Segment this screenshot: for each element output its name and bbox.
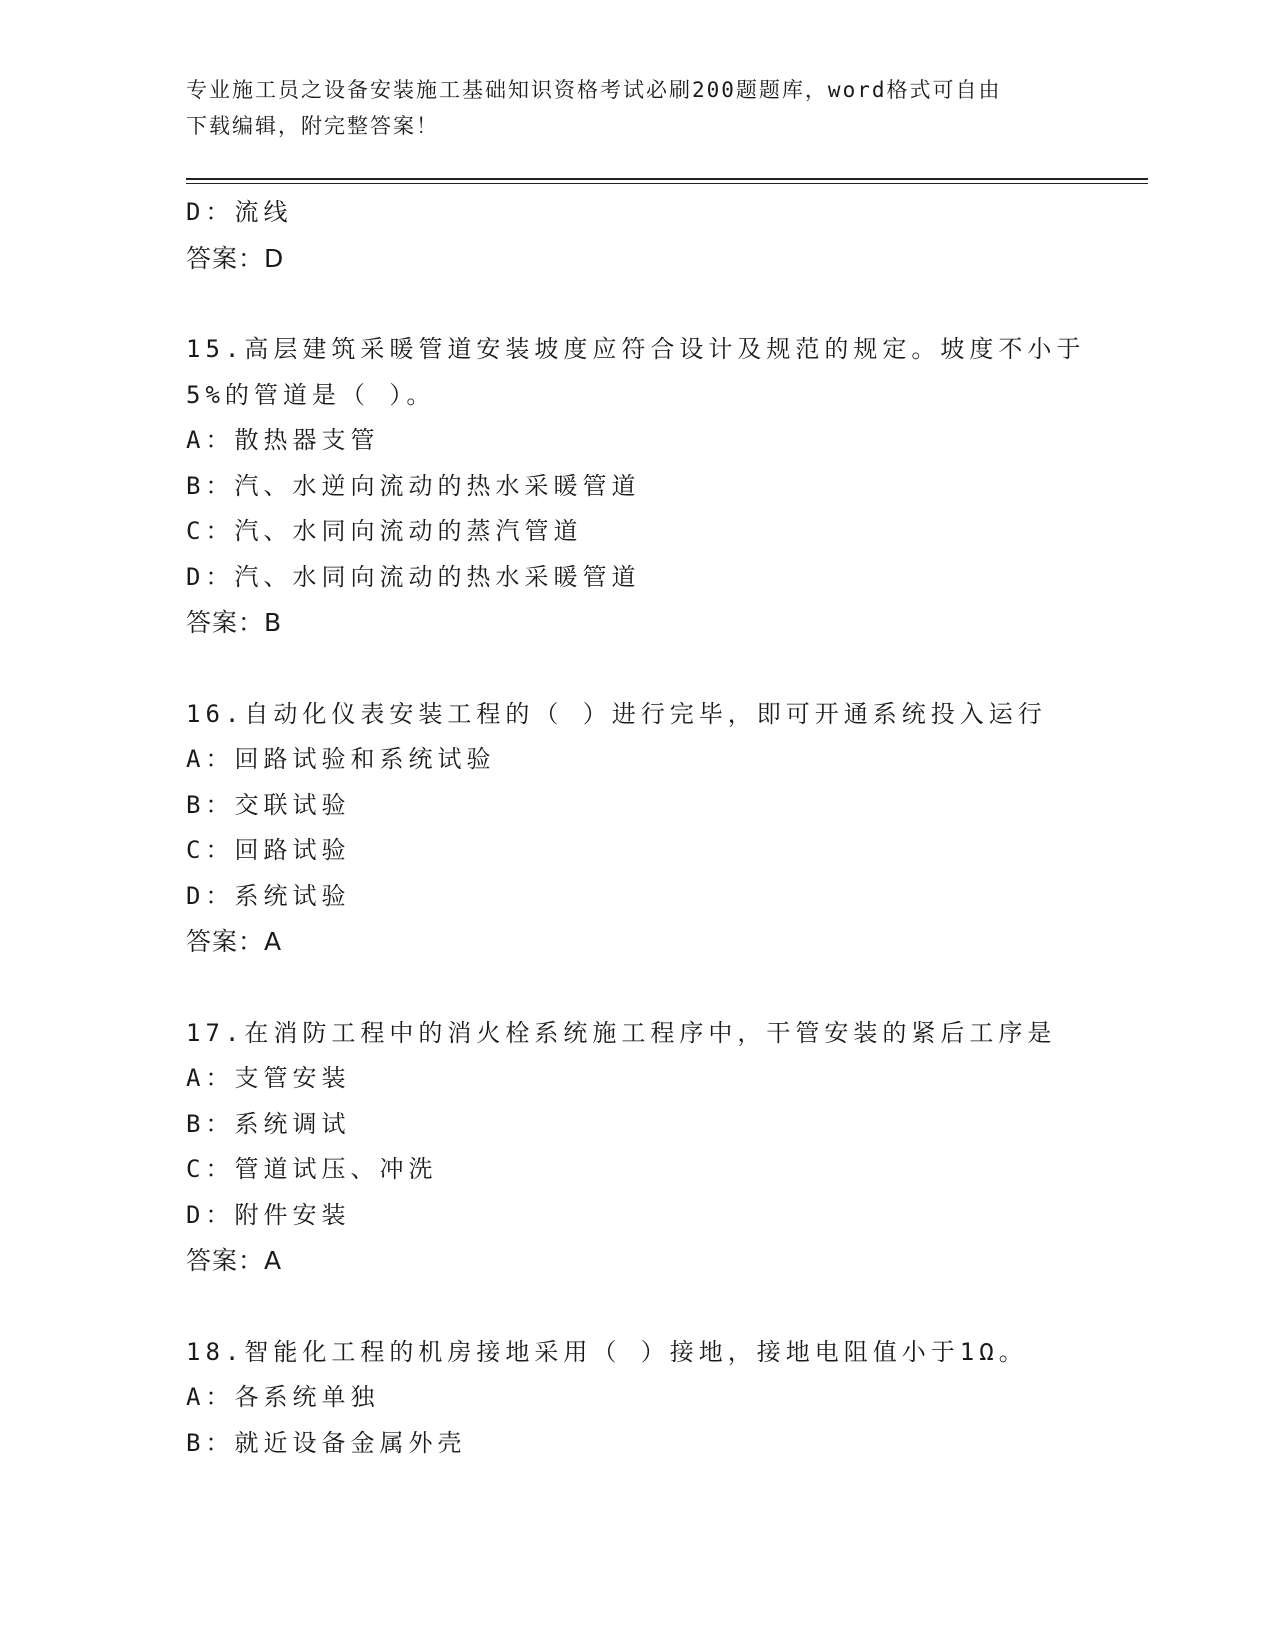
answer-line: 答案：A [186,1246,283,1275]
question-15 [186,327,1086,646]
option-a: A：回路试验和系统试验 [186,745,496,773]
option-a: A：散热器支管 [186,426,380,454]
spacer [186,1284,1086,1330]
option-c: C：汽、水同向流动的蒸汽管道 [186,517,583,545]
option-b: B：系统调试 [186,1109,351,1138]
option-b: B：汽、水逆向流动的热水采暖管道 [186,471,641,500]
option-a: A：支管安装 [186,1064,351,1092]
header-line-1: 专业施工员之设备安装施工基础知识资格考试必刷200题题库，word格式可自由 [186,78,1002,102]
option-c: C：管道试压、冲洗 [186,1155,438,1183]
question-17 [186,1011,1086,1284]
option-a: A：各系统单独 [186,1383,380,1411]
header-line-2: 下载编辑，附完整答案！ [186,114,439,138]
answer-line: 答案：D [186,243,285,273]
spacer [186,646,1086,692]
question-list [186,190,1086,1466]
header-divider-thin [186,183,1148,184]
question-stem: 15.高层建筑采暖管道安装坡度应符合设计及规范的规定。坡度不小于 [186,335,1086,363]
question-stem: 17.在消防工程中的消火栓系统施工程序中，干管安装的紧后工序是 [186,1018,1057,1047]
option-c: C：回路试验 [186,836,351,864]
option-b: B：交联试验 [186,790,351,819]
answer-line: 答案：B [186,608,283,637]
spacer [186,281,1086,327]
option-d: D：汽、水同向流动的热水采暖管道 [186,562,641,591]
question-16 [186,692,1086,965]
question-18 [186,1330,1086,1467]
question-stem: 18.智能化工程的机房接地采用（ ）接地，接地电阻值小于1Ω。 [186,1337,1028,1366]
option-b: B：就近设备金属外壳 [186,1428,467,1457]
option-d: D：附件安装 [186,1200,351,1229]
document-header [186,72,1076,144]
answer-line: 答案：A [186,927,283,956]
spacer [186,965,1086,1011]
option-d: D：流线 [186,198,293,226]
option-d: D：系统试验 [186,881,351,910]
question-stem: 16.自动化仪表安装工程的（ ）进行完毕，即可开通系统投入运行 [186,699,1047,728]
header-divider [186,178,1148,180]
question-stem-continued: 5%的管道是（ ）。 [186,380,436,409]
